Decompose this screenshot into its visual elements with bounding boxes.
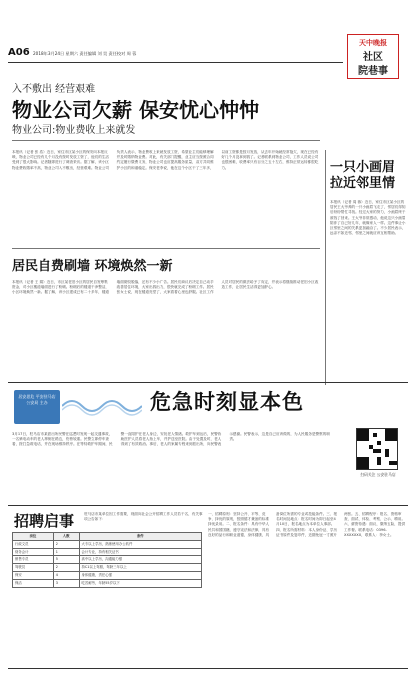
section-brand-box	[347, 34, 399, 79]
table-cell: 1	[53, 548, 79, 556]
page-bottom-rule	[8, 668, 408, 669]
safety-body: 3月17日，驻马店市某派出所民警在巡逻时发现一起交通事故，一名骑电动车的老人摔倒在路边，伤势较重。民警立即停车查看，拨打急救电话，并在现场维持秩序。在等待救护车期间，民警一直陪护在老人身边，安抚老人情绪。救护车到达后，民警协助医护人员将老人抬上车，并护送至医院。由于处置及时，老人得到了有效救治。事后，老人的家属专程来到派出所，向民警表示感谢。民警表示，这是自己应该做的，为人民服务是警察的职责。	[12, 432, 330, 447]
recruit-title: 招聘启事	[14, 512, 75, 530]
story2-body: 本报讯（记者 王 娟）近日，市区某老旧小区的居民自发筹集资金，对小区楼道墙面进行了粉刷。粉刷后的楼道干净整洁，小区环境焕然一新。据了解，该小区建成已有二十多年，楼道墙面斑驳脱落，还有不少小广告。居民们商议后决定自己动手改善居住环境，大家出钱出力，很快就完成了粉刷工作。居民张女士说，现在楼道亮堂了，大家看着心里也舒服。社区工作人员对居民的做法给予了肯定，并表示将继续推动老旧小区改造工作，让居民生活得更加舒心。	[12, 280, 319, 295]
table-cell: 财务会计	[13, 548, 54, 556]
table-cell: 保洁	[13, 579, 54, 587]
police-logo-text: 居安思危 平安驻马店 公安局 主办	[18, 394, 56, 405]
sidebar-divider	[325, 150, 326, 385]
table-row	[13, 548, 202, 556]
qr-code-icon	[356, 428, 398, 470]
recruit-intro: 驻马店市某单位因工作需要，现面向社会公开招聘工作人员若干名，有关事项公告如下：	[84, 512, 203, 522]
recruit-details: 一、招聘原则：坚持公开、平等、竞争、择优的原则，按照德才兼备的标准择优录用。二、报名条件：具有中华人民共和国国籍，遵守宪法和法律，具有良好的品行和职业道德，身体健康，具备岗位所需的专业或技能条件。三、报名时间及地点：报名时间为即日起至4月10日，报名地点为本单位人事部。四、报名所需材料：本人身份证、学历证书原件及复印件，近期免冠一寸照片两张。五、招聘程序：报名、资格审查、面试、体检、考察、公示、聘用。六、薪资待遇：面议，缴纳五险，提供工作餐。联系电话：0396-XXXXXXX，联系人：李女士。	[208, 512, 406, 537]
table-row	[13, 564, 202, 572]
table-row	[13, 540, 202, 548]
recruit-header-cell: 岗位	[13, 533, 54, 541]
table-cell: 会计专业，持有相关证书	[79, 548, 201, 556]
table-cell: 吃苦耐劳，年龄55岁以下	[79, 579, 201, 587]
header-rule	[8, 62, 343, 63]
table-cell: 3	[53, 579, 79, 587]
recruit-table-header	[13, 533, 202, 541]
table-cell: 大专以上学历，熟练使用办公软件	[79, 540, 201, 548]
table-cell: 5	[53, 556, 79, 564]
table-row	[13, 579, 202, 587]
story2-rule	[12, 248, 320, 249]
brand-name: 天中晚报	[359, 38, 387, 47]
wave-decoration-icon	[62, 392, 142, 416]
police-logo	[14, 390, 60, 424]
page-number: A06	[8, 47, 30, 58]
sidebar-body: 本报讯（记者 周 蓉）近日，家住市区某小区的居民王大爷养的一只小画眉飞走了，邻居们得知后纷纷帮忙寻找。经过大家的努力，小画眉终于被找了回来。王大爷非常感动，他说这只小画眉陪伴了自己好几年，就像家人一样。这件事让小区邻里之间的关系更加融洽了。不少居民表示，远亲不如近邻，邻里之间就应该互相帮助。	[330, 200, 406, 236]
safety-title: 危急时刻显本色	[150, 389, 304, 414]
lead-body: 本报讯（记者 张 浩）近日，家住市区某小区的保安向本报反映，物业公司已经有几个月没有按时发放工资了，他们的生活受到了很大影响。记者随即进行了调查采访。据了解，该小区物业费收缴率不高，物业公司入不敷出，经营艰难。物业公司负责人表示，物业费收上来就发放工资，希望业主们能够理解并及时缴纳物业费。对此，有关部门提醒，业主应当按照合同约定履行缴费义务，物业公司也应提高服务质量，双方共同维护小区的和谐稳定。保安老李说，他在这个小区干了三年多，以前工资都是按月发放，从去年开始就经常拖欠，现在已经有好几个月没拿到钱了。记者联系到物业公司，工作人员说公司也很困难，收费率只有百分之五十左右，维持正常运转都很吃力。	[12, 150, 319, 170]
table-row	[13, 556, 202, 564]
story2-title: 居民自费刷墙 环境焕然一新	[12, 259, 173, 274]
section-name-line1: 社区	[363, 52, 383, 63]
lead-kicker: 入不敷出 经营艰难	[12, 84, 96, 95]
table-cell: 销售专员	[13, 556, 54, 564]
table-cell: 身体健康，责任心强	[79, 571, 201, 579]
date-line: 2018年3月24日 星期六 责任编辑 刘 昊 责任校对 周 蓉	[33, 51, 137, 56]
sidebar-title: 一只小画眉 拉近邻里情	[330, 160, 396, 191]
table-cell: 持C1以上驾照，驾龄三年以上	[79, 564, 201, 572]
safety-top-rule	[8, 382, 408, 383]
table-cell: 驾驶员	[13, 564, 54, 572]
lead-subhead: 物业公司:物业费收上来就发	[12, 125, 136, 136]
lead-rule	[12, 140, 320, 141]
recruit-table	[12, 532, 202, 588]
recruit-header-cell: 人数	[53, 533, 79, 541]
qr-caption: 扫码关注 公安驻马店	[360, 472, 396, 477]
table-cell: 保安	[13, 571, 54, 579]
table-cell: 2	[53, 540, 79, 548]
table-cell: 高中以上学历，沟通能力强	[79, 556, 201, 564]
section-name-line2: 院巷事	[358, 66, 388, 77]
table-cell: 行政文员	[13, 540, 54, 548]
table-row	[13, 571, 202, 579]
lead-headline: 物业公司欠薪 保安忧心忡忡	[12, 98, 259, 122]
table-cell: 2	[53, 564, 79, 572]
recruit-top-rule	[8, 505, 408, 506]
table-cell: 4	[53, 571, 79, 579]
recruit-header-cell: 条件	[79, 533, 201, 541]
